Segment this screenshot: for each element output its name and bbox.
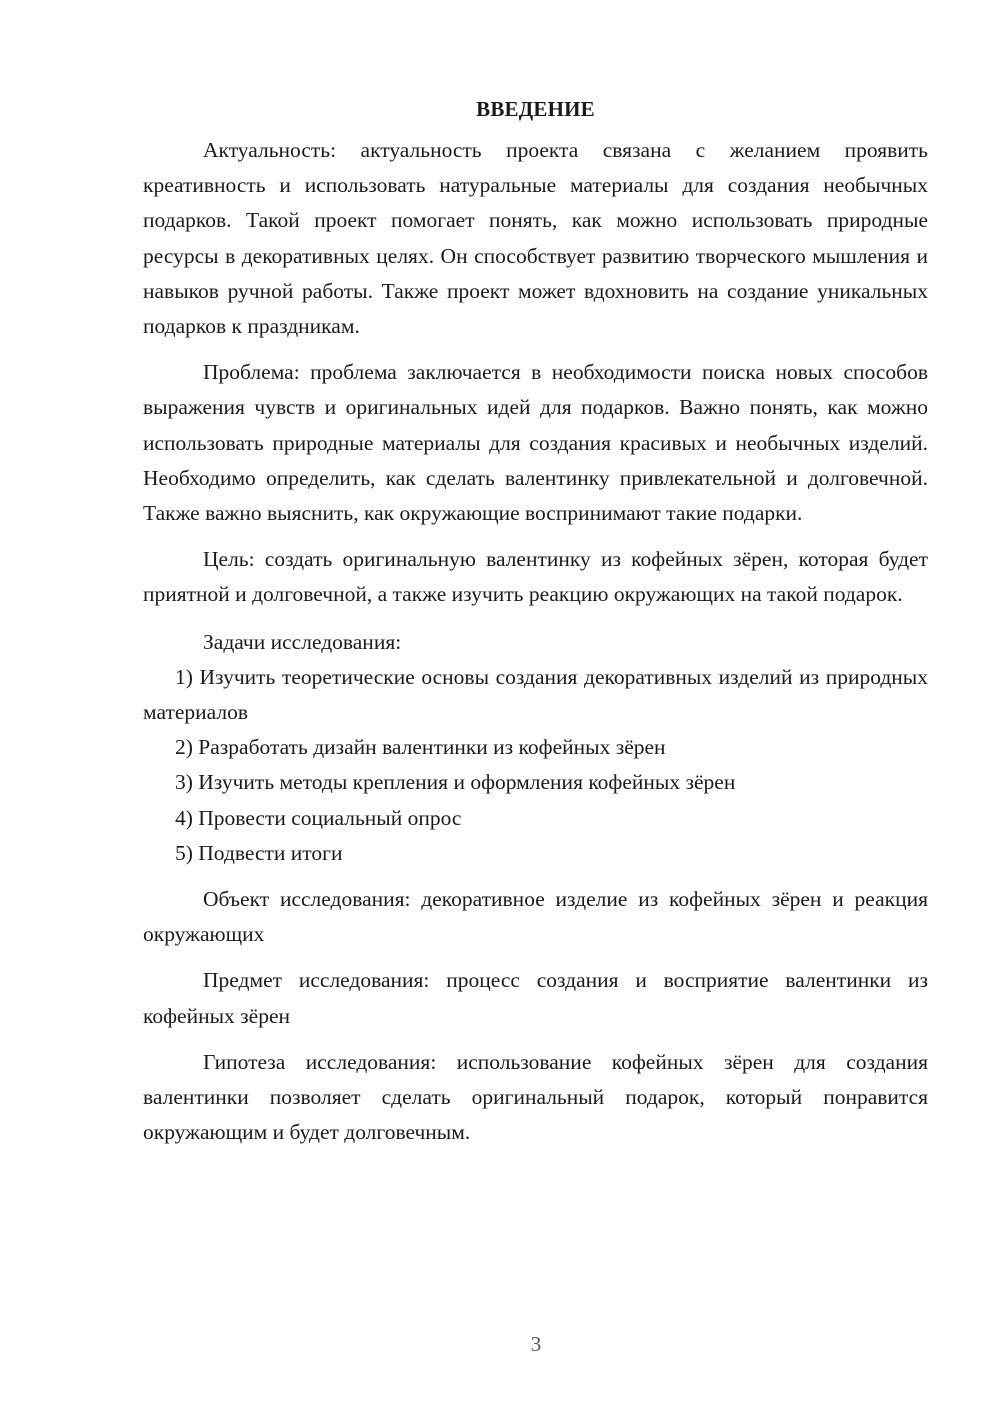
task-item-3: 3) Изучить методы крепления и оформления кофейных зёрен	[175, 770, 736, 795]
task-item-5: 5) Подвести итоги	[175, 840, 343, 865]
task-item-1: 1) Изучить теоретические основы создания декоративных изделий из природных материалов	[143, 664, 928, 725]
tasks-list	[143, 660, 928, 871]
task-item-4: 4) Провести социальный опрос	[175, 805, 462, 830]
tasks-heading: Задачи исследования:	[203, 629, 402, 654]
problem-paragraph: Проблема: проблема заключается в необходимости поиска новых способов выражения чувств и оригинальных идей для подарков. Важно понять, как можно использовать природные материалы для создания красивых и необычных изделий. Необходимо определить, как сделать валентинку привлекательной и долговечной. Также важно выяснить, как окружающие воспринимают такие подарки.	[143, 360, 928, 526]
task-item-2: 2) Разработать дизайн валентинки из кофейных зёрен	[175, 735, 666, 760]
relevance-paragraph: Актуальность: актуальность проекта связана с желанием проявить креативность и использовать натуральные материалы для создания необычных подарков. Такой проект помогает понять, как можно использовать природные ресурсы в декоративных целях. Он способствует развитию творческого мышления и навыков ручной работы. Также проект может вдохновить на создание уникальных подарков к праздникам.	[143, 138, 928, 339]
object-paragraph: Объект исследования: декоративное изделие из кофейных зёрен и реакция окружающих	[143, 887, 928, 947]
hypothesis-paragraph: Гипотеза исследования: использование кофейных зёрен для создания валентинки позволяет сделать оригинальный подарок, который понравится окружающим и будет долговечным.	[143, 1049, 928, 1145]
subject-paragraph: Предмет исследования: процесс создания и восприятие валентинки из кофейных зёрен	[143, 968, 928, 1028]
goal-paragraph: Цель: создать оригинальную валентинку из кофейных зёрен, которая будет приятной и долговечной, а также изучить реакцию окружающих на такой подарок.	[143, 547, 928, 607]
page-number: 3	[530, 1332, 542, 1356]
document-page	[143, 92, 928, 1150]
page-title: ВВЕДЕНИЕ	[476, 97, 595, 121]
